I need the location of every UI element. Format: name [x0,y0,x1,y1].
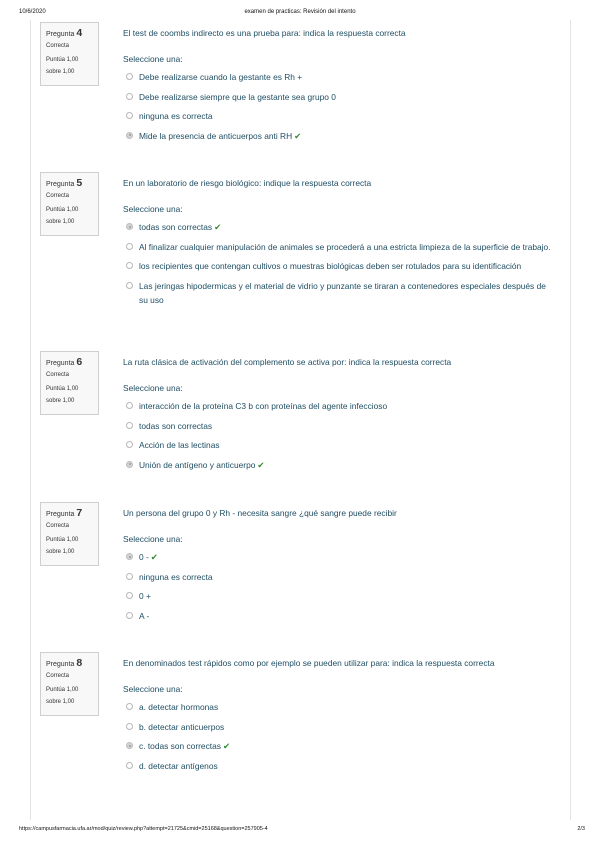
question-state: Correcta [46,673,70,679]
answer-option[interactable]: ninguna es correcta [123,570,553,584]
question-state: Correcta [46,523,70,529]
question-content [123,351,553,477]
radio-button-checked[interactable] [126,742,133,749]
radio-button-checked[interactable] [126,553,133,560]
radio-button[interactable] [126,402,133,409]
radio-button[interactable] [126,592,133,599]
question-grade: Puntúa 1,00 sobre 1,00 [46,537,79,555]
question-grade: Puntúa 1,00 sobre 1,00 [46,57,79,75]
answer-option[interactable]: Acción de las lectinas [123,438,553,452]
answer-option[interactable]: A - [123,609,553,623]
question-info [40,652,99,716]
correct-check-icon: ✔ [257,459,265,470]
answer-list [123,700,553,773]
radio-button[interactable] [126,762,133,769]
question-grade: Puntúa 1,00 sobre 1,00 [46,207,79,225]
answer-option[interactable]: ninguna es correcta [123,109,553,123]
answer-option[interactable]: Las jeringas hipodermicas y el material de vidrio y punzante se tiraran a contenedores especiales después de su uso [123,279,553,307]
answer-option[interactable]: 0 + [123,589,553,603]
answer-option[interactable]: d. detectar antígenos [123,759,553,773]
radio-button[interactable] [126,73,133,80]
print-footer [0,826,600,836]
answer-option[interactable]: Al finalizar cualquier manipulación de animales se procederá a una estricta limpieza de la superficie de trabajo. [123,240,553,254]
correct-check-icon: ✔ [294,130,302,141]
question-content [123,652,553,778]
print-title: examen de practicas: Revisión del intento [244,9,356,15]
radio-button[interactable] [126,422,133,429]
content-border-right [570,20,571,820]
answer-option[interactable]: Debe realizarse siempre que la gestante sea grupo 0 [123,90,553,104]
select-prompt: Seleccione una: [123,684,183,694]
answer-option[interactable]: todas son correctas [123,419,553,433]
correct-check-icon: ✔ [150,552,158,562]
question-content [123,502,553,628]
question-content [123,172,553,312]
radio-button-checked[interactable] [126,223,133,230]
radio-button[interactable] [126,573,133,580]
question-number: Pregunta 6 [46,356,83,368]
radio-button[interactable] [126,441,133,448]
print-header [0,9,600,19]
answer-option[interactable]: Debe realizarse cuando la gestante es Rh + [123,70,553,84]
select-prompt: Seleccione una: [123,54,183,64]
answer-list [123,550,553,623]
question-text: El test de coombs indirecto es una prueba para: indica la respuesta correcta [123,28,406,38]
answer-list [123,220,553,307]
answer-option-selected[interactable]: c. todas son correctas ✔ [123,739,553,753]
question-state: Correcta [46,372,70,378]
question-text: Un persona del grupo 0 y Rh - necesita sangre ¿qué sangre puede recibir [123,508,397,518]
question-info [40,172,99,236]
radio-button[interactable] [126,612,133,619]
question-number: Pregunta 8 [46,657,83,669]
radio-button[interactable] [126,703,133,710]
radio-button[interactable] [126,93,133,100]
answer-option-selected[interactable]: 0 - ✔ [123,550,553,564]
answer-option-selected[interactable]: todas son correctas ✔ [123,220,553,234]
select-prompt: Seleccione una: [123,383,183,393]
question-grade: Puntúa 1,00 sobre 1,00 [46,687,79,705]
question-number: Pregunta 5 [46,177,83,189]
content-border-left [30,20,31,820]
answer-option-selected[interactable]: Mide la presencia de anticuerpos anti RH ✔ [123,129,553,143]
question-content [123,22,553,148]
answer-option[interactable]: interacción de la proteína C3 b con proteínas del agente infeccioso [123,399,553,413]
page-url: https://campusfarmacia.ufa.ar/mod/quiz/review.php?attempt=21725&cmid=25168&question=257905-4 [19,826,268,832]
select-prompt: Seleccione una: [123,204,183,214]
radio-button[interactable] [126,262,133,269]
question-number: Pregunta 7 [46,507,83,519]
question-grade: Puntúa 1,00 sobre 1,00 [46,386,79,404]
print-date: 10/6/2020 [19,9,46,15]
radio-button[interactable] [126,243,133,250]
question-info [40,502,99,566]
question-text: En un laboratorio de riesgo biológico: indique la respuesta correcta [123,178,372,188]
radio-button-checked[interactable] [126,132,133,139]
radio-button[interactable] [126,112,133,119]
correct-check-icon: ✔ [222,741,231,751]
answer-option[interactable]: los recipientes que contengan cultivos o muestras biológicas deben ser rotulados para su identificación [123,259,553,273]
question-info [40,351,99,415]
question-info [40,22,99,86]
answer-option[interactable]: b. detectar anticuerpos [123,720,553,734]
radio-button-checked[interactable] [126,461,133,468]
answer-list [123,70,553,143]
answer-option[interactable]: a. detectar hormonas [123,700,553,714]
page-counter: 2/3 [577,826,585,832]
answer-list [123,399,553,472]
question-text: En denominados test rápidos como por ejemplo se pueden utilizar para: indica la respuesta correcta [123,658,495,668]
answer-option-selected[interactable]: Unión de antígeno y anticuerpo ✔ [123,458,553,472]
question-number: Pregunta 4 [46,27,83,39]
question-text: La ruta clásica de activación del complemento se activa por: indica la respuesta correcta [123,357,452,367]
radio-button[interactable] [126,723,133,730]
radio-button[interactable] [126,282,133,289]
question-state: Correcta [46,193,70,199]
select-prompt: Seleccione una: [123,534,183,544]
question-state: Correcta [46,43,70,49]
correct-check-icon: ✔ [214,222,222,232]
